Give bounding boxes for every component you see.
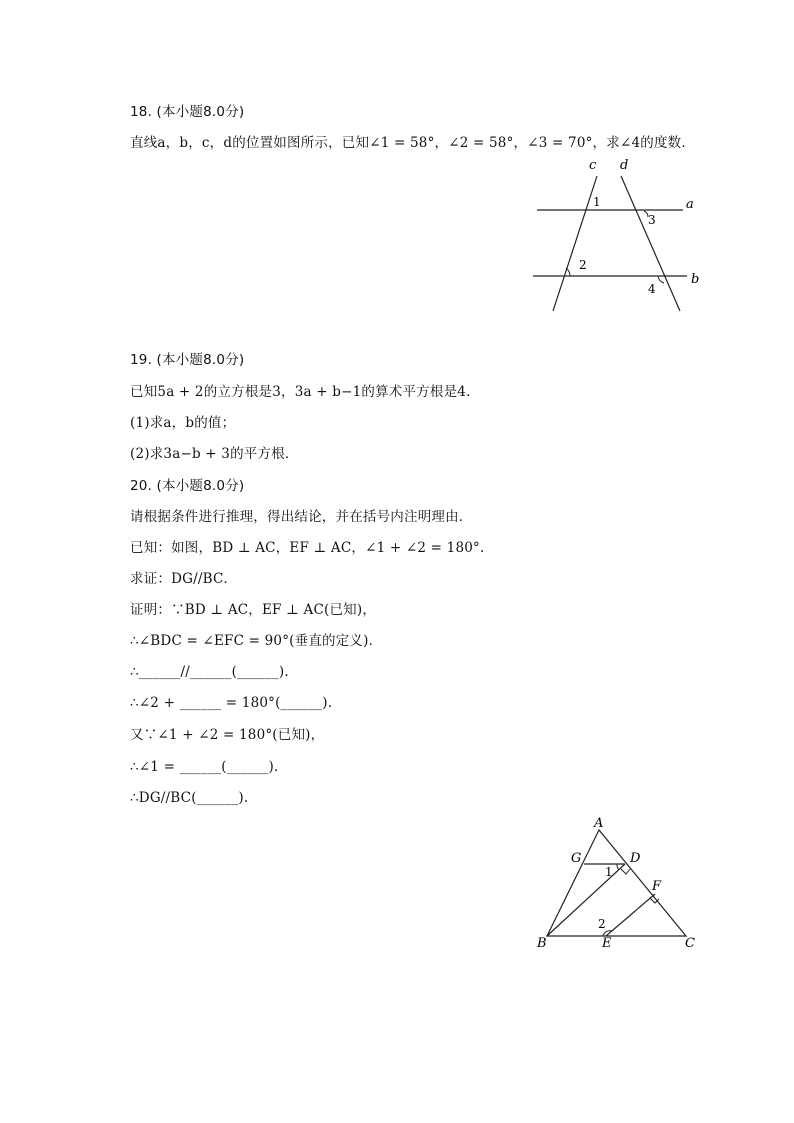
q19-stem: 已知5a + 2的立方根是3，3a + b−1的算术平方根是4.	[130, 384, 471, 400]
q19-header: 19. (本小题8.0分)	[130, 352, 245, 368]
segment-ef	[606, 894, 655, 936]
label-angle-1: 1	[605, 865, 613, 879]
label-angle-4: 4	[648, 282, 656, 296]
label-d: d	[620, 158, 629, 173]
q20-proof-line: ∴DG//BC(______).	[130, 790, 249, 806]
q20-proof-line: ∴______//______(______).	[130, 664, 289, 680]
triangle-abc	[547, 830, 686, 936]
q20-given: 已知：如图，BD ⊥ AC，EF ⊥ AC，∠1 + ∠2 = 180°.	[130, 540, 485, 556]
angle-arc-1	[617, 864, 619, 870]
right-angle-d	[621, 869, 630, 874]
q18-header: 18. (本小题8.0分)	[130, 104, 245, 120]
q20-proof-line: ∴∠BDC = ∠EFC = 90°(垂直的定义)．	[130, 633, 383, 649]
label-G: G	[571, 851, 582, 866]
label-a: a	[686, 197, 694, 212]
label-C: C	[685, 936, 695, 951]
q20-intro: 请根据条件进行推理，得出结论，并在括号内注明理由．	[130, 509, 473, 525]
label-angle-3: 3	[648, 213, 656, 227]
q20-proof-line: ∴∠2 + ______ = 180°(______).	[130, 695, 333, 711]
label-E: E	[602, 936, 612, 951]
segment-bd	[547, 864, 625, 936]
label-D: D	[630, 851, 641, 866]
label-angle-2: 2	[579, 258, 587, 272]
label-B: B	[537, 936, 547, 951]
q20-header: 20. (本小题8.0分)	[130, 478, 245, 494]
q20-proof-line: 又∵∠1 + ∠2 = 180°(已知)，	[130, 727, 325, 743]
label-c: c	[589, 158, 597, 173]
label-F: F	[652, 879, 662, 894]
label-A: A	[594, 816, 604, 831]
q18-stem: 直线a，b，c，d的位置如图所示，已知∠1 = 58°，∠2 = 58°，∠3 = 70°，求∠4的度数．	[130, 135, 696, 151]
q20-prove: 求证：DG//BC．	[130, 571, 238, 587]
q20-proof-line: 证明：∵BD ⊥ AC，EF ⊥ AC(已知)，	[130, 602, 377, 618]
q19-part2: (2)求3a−b + 3的平方根．	[130, 446, 299, 462]
label-angle-2: 2	[598, 917, 606, 931]
q20-proof-line: ∴∠1 = ______(______).	[130, 759, 279, 775]
label-angle-1: 1	[593, 195, 601, 209]
q19-part1: (1)求a，b的值；	[130, 415, 236, 431]
label-b: b	[691, 272, 700, 287]
